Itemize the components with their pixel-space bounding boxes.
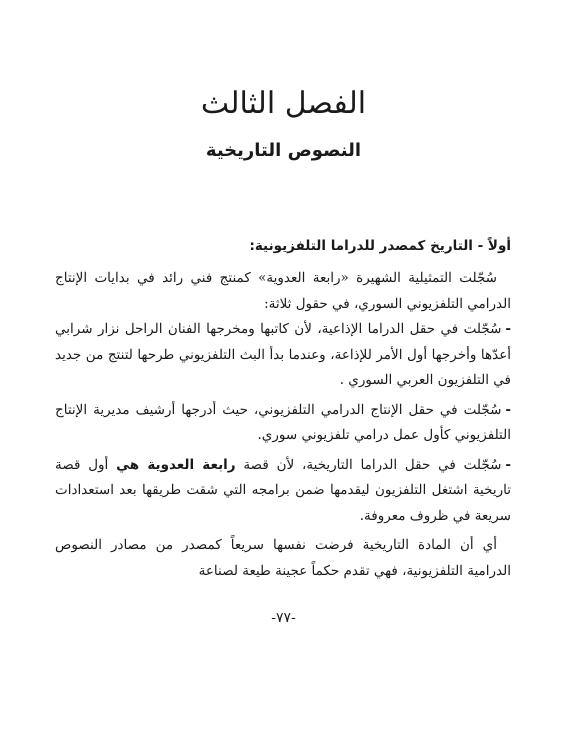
list-item-text-after: أول قصة تاريخية اشتغل التلفزيون ليقدمها ضمن برامجه التي شقت طريقها بعد استعدادات سريعة في ظروف معروفة. <box>55 456 511 524</box>
list-item-emphasis: رابعة العدوية هي <box>116 456 236 473</box>
fields-list <box>55 317 511 529</box>
section-heading: أولاً - التاريخ كمصدر للدراما التلفزيونية: <box>249 238 511 254</box>
list-dash: - <box>505 401 511 418</box>
closing-paragraph: أي أن المادة التاريخية فرضت نفسها سريعاً كمصدر من مصادر النصوص الدرامية التلفزيونية، فهي تقدم حكماً عجينة طيعة لصناعة <box>55 537 511 579</box>
list-item-text: سُجّلت في حقل الإنتاج الدرامي التلفزيوني، حيث أدرجها أرشيف مديرية الإنتاج التلفزيوني كأول عمل درامي تلفزيوني سوري. <box>55 401 511 443</box>
list-item-text: سُجّلت في حقل الدراما الإذاعية، لأن كاتبها ومخرجها الفنان الراحل نزار شرابي أعدّها وأخرجها أول الأمر للإذاعة، وعندما بدأ البث التلفزيوني طرحها لتنتج من جديد في التلفزيون العربي السوري . <box>55 321 511 388</box>
list-item <box>55 317 511 394</box>
chapter-body <box>55 232 511 584</box>
list-item <box>55 398 511 449</box>
list-dash: - <box>505 456 511 473</box>
list-dash: - <box>505 321 511 337</box>
page-number: -٧٧- <box>271 610 296 626</box>
list-item <box>55 453 511 530</box>
chapter-subtitle: النصوص التاريخية <box>205 140 362 161</box>
chapter-title: الفصل الثالث <box>200 86 367 121</box>
list-item-text-before: سُجّلت في حقل الدراما التاريخية، لأن قصة <box>235 456 502 473</box>
intro-paragraph: سُجّلت التمثيلية الشهيرة «رابعة العدوية» كمنتج فني رائد في بدايات الإنتاج الدرامي التلفزيوني السوري، في حقول ثلاثة: <box>55 270 511 312</box>
